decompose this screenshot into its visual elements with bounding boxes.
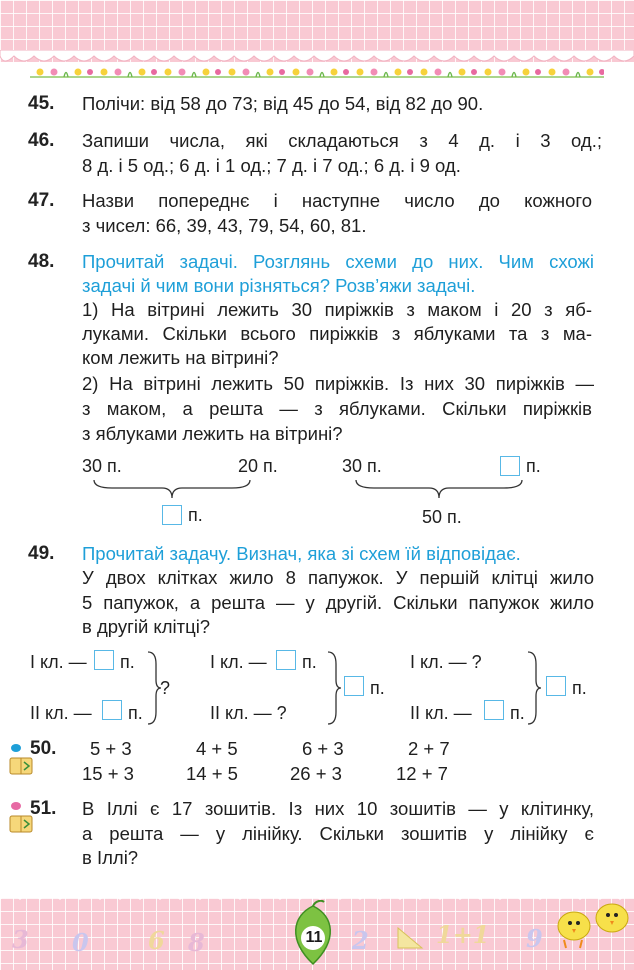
scheme2-right-unit: п. [526,456,541,476]
task-49-text-2: 5 папужок, а решта — у другій. Скільки папужок жило [82,592,594,613]
scheme2-bottom-label: 50 п. [422,507,462,527]
task-number-49: 49. [28,543,55,564]
deco-digit-6: 6 [148,926,165,955]
s2-row1-label: І кл. — [210,652,267,672]
task-number-48: 48. [28,251,55,272]
task-49-instruction: Прочитай задачу. Визнач, яка зі схем їй відповідає. [82,543,521,564]
s1-row1-unit: п. [120,652,135,672]
s1-row1-box[interactable] [94,650,114,670]
s2-row2-label: ІІ кл. — ? [210,703,287,723]
scheme2-left-label: 30 п. [342,456,382,476]
s1-row1-label: І кл. — [30,652,87,672]
scheme1-right-label: 20 п. [238,456,278,476]
task-48-instruction-1: Прочитай задачі. Розглянь схеми до них. Чим схожі [82,251,594,272]
ex-50-r2-c3: 26 + 3 [290,763,342,784]
s1-question: ? [160,678,171,698]
task-number-51: 51. [30,798,57,819]
s2-total-unit: п. [370,678,385,698]
s2-brace [326,650,342,726]
task-51-text-3: в Іллі? [82,847,139,868]
task-46-line-1: Запиши числа, які складаються з 4 д. і 3 од.; [82,130,602,151]
ex-50-r2-c4: 12 + 7 [396,763,448,784]
s3-total-box[interactable] [546,676,566,696]
s3-total-unit: п. [572,678,587,698]
s3-row2-unit: п. [510,703,525,723]
s3-row1-label: І кл. — ? [410,652,482,672]
scheme2-answer-box[interactable] [500,456,520,476]
scheme1-answer-box[interactable] [162,505,182,525]
flower-border [30,64,604,80]
task-48-text-6: з яблуками лежить на вітрині? [82,423,343,444]
task-48-instruction-2: задачі й чим вони різняться? Розв’яжи задачі. [82,275,476,296]
task-48-text-5: з маком, а решта — з яблуками. Скільки пиріжків [82,398,592,419]
task-number-45: 45. [28,93,55,114]
s3-row2-label: ІІ кл. — [410,703,472,723]
scheme1-bottom-unit: п. [188,505,203,525]
s2-row1-unit: п. [302,652,317,672]
page-number: 11 [305,929,323,946]
deco-digit-1plus1: 1+1 [436,920,490,949]
task-49-text-3: в другій клітці? [82,616,211,637]
s1-row2-label: ІІ кл. — [30,703,92,723]
deco-digit-2: 2 [352,926,369,955]
task-48-text-1: 1) На вітрині лежить 30 пиріжків з маком і 20 з яб- [82,299,592,320]
s3-brace [526,650,542,726]
task-number-46: 46. [28,130,55,151]
scheme2-brace [354,478,524,500]
ex-50-r1-c1: 5 + 3 [90,738,132,759]
s3-row2-box[interactable] [484,700,504,720]
task-number-50: 50. [30,738,57,759]
task-49-text-1: У двох клітках жило 8 папужок. У першій клітці жило [82,567,594,588]
task-51-text-2: а решта — у лінійку. Скільки зошитів у лінійку є [82,823,594,844]
task-48-text-3: ком лежить на вітрині? [82,347,279,368]
s2-row1-box[interactable] [276,650,296,670]
deco-digit-3: 3 [12,925,29,954]
task-number-47: 47. [28,190,55,211]
triangle-ruler-icon [396,926,424,950]
ex-50-r1-c2: 4 + 5 [196,738,238,759]
scheme1-left-label: 30 п. [82,456,122,476]
task-47-line-2: з чисел: 66, 39, 43, 79, 54, 60, 81. [82,215,367,236]
task-48-text-2: луками. Скільки всього пиріжків з яблуками та з ма- [82,323,592,344]
ex-50-r1-c4: 2 + 7 [408,738,450,759]
ex-50-r2-c2: 14 + 5 [186,763,238,784]
deco-digit-0: 0 [72,928,89,957]
deco-digit-9: 9 [526,924,543,953]
ex-50-r1-c3: 6 + 3 [302,738,344,759]
scheme1-brace [92,478,252,500]
task-47-line-1: Назви попереднє і наступне число до кожного [82,190,592,211]
s1-row2-box[interactable] [102,700,122,720]
deco-digit-8: 8 [188,928,205,957]
s2-total-box[interactable] [344,676,364,696]
s1-row2-unit: п. [128,703,143,723]
task-45-text: Полічи: від 58 до 73; від 45 до 54, від 82 до 90. [82,93,484,114]
task-46-line-2: 8 д. і 5 од.; 6 д. і 1 од.; 7 д. і 7 од.; 6 д. і 9 од. [82,155,461,176]
chick-icon [552,896,634,956]
task-51-text-1: В Іллі є 17 зошитів. Із них 10 зошитів — у клітинку, [82,798,594,819]
ex-50-r2-c1: 15 + 3 [82,763,134,784]
task-48-text-4: 2) На вітрині лежить 50 пиріжків. Із них 30 пиріжків — [82,373,594,394]
